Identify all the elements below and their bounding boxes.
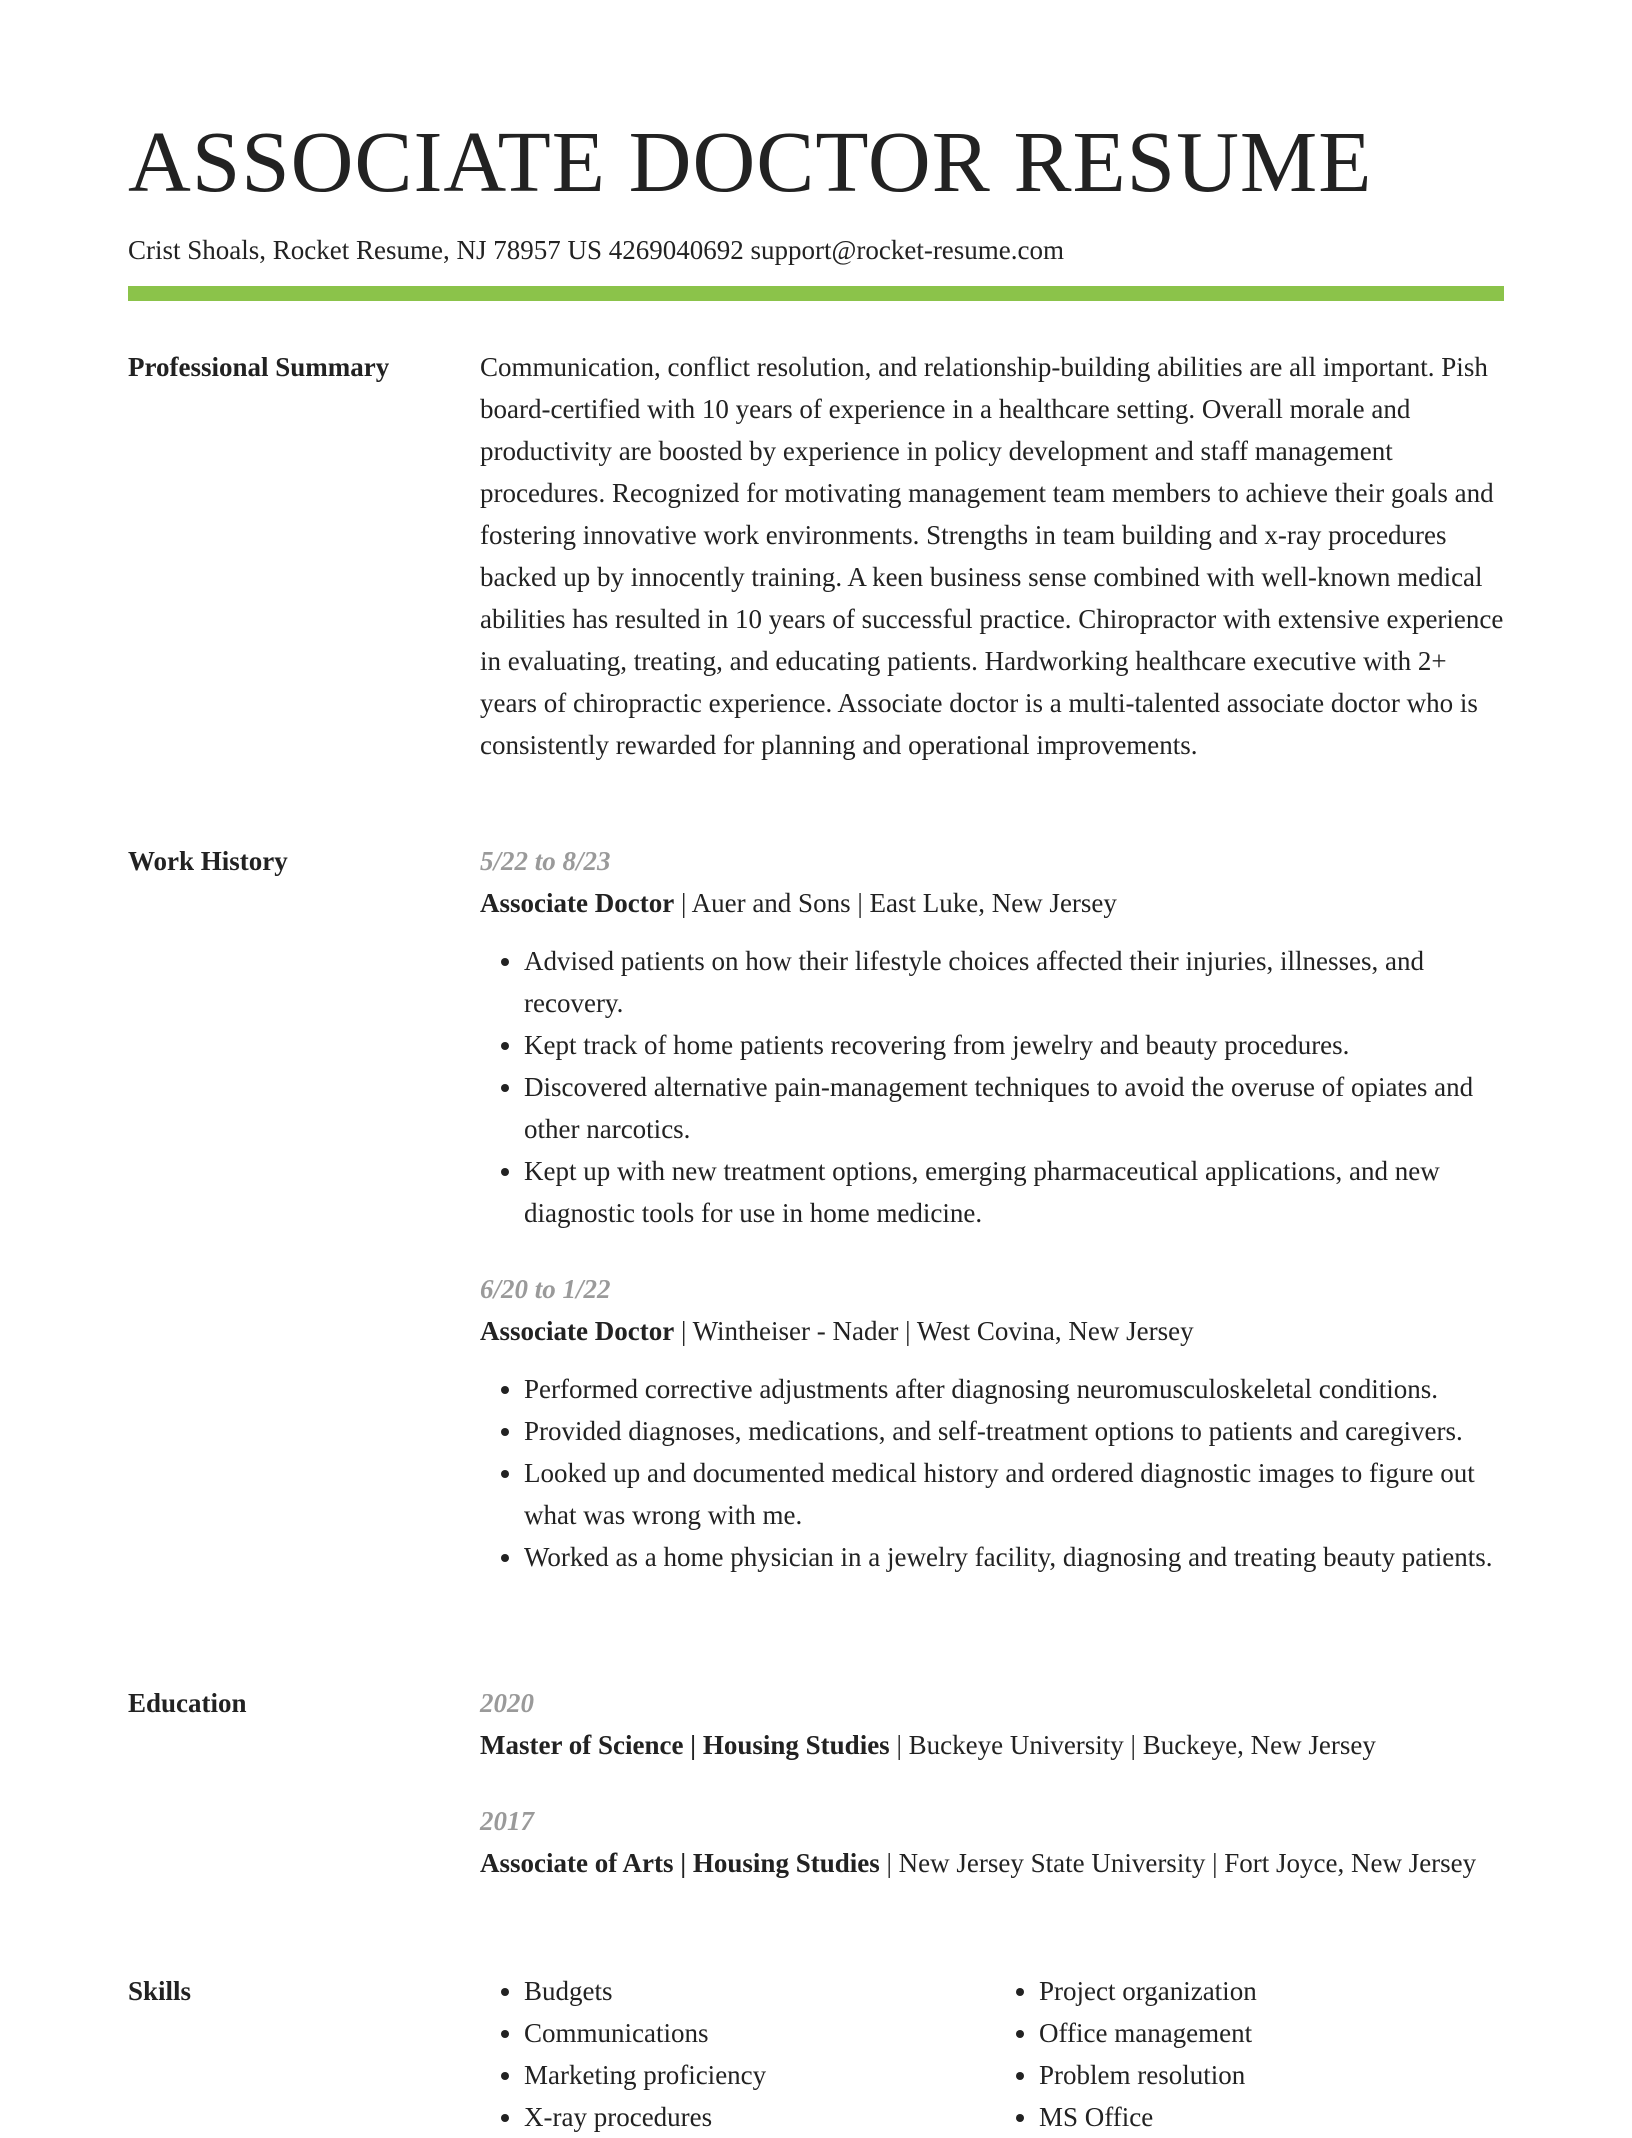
education-heading	[480, 1724, 1510, 1766]
skills-column-right	[995, 1970, 1510, 2138]
job-entry	[480, 1268, 1510, 1578]
job-date: 5/22 to 8/23	[480, 846, 611, 876]
education-year: 2017	[480, 1806, 534, 1836]
work-history-label: Work History	[128, 846, 288, 876]
resume-title: ASSOCIATE DOCTOR RESUME	[128, 113, 1373, 210]
education-year: 2020	[480, 1688, 534, 1718]
job-bullets	[480, 940, 1510, 1234]
work-history-section	[480, 840, 1510, 1578]
skill-item: • Marketing proficiency	[524, 2054, 995, 2096]
skill-item: • Budgets	[524, 1970, 995, 2012]
education-entry	[480, 1800, 1510, 1884]
skill-item: • Office management	[1039, 2012, 1510, 2054]
job-bullet: • Discovered alternative pain-management techniques to avoid the overuse of opiates and other narcotics.	[524, 1066, 1510, 1150]
education-school-location: | Buckeye University | Buckeye, New Jersey	[889, 1730, 1376, 1760]
job-title: Associate Doctor	[480, 1316, 675, 1346]
job-date: 6/20 to 1/22	[480, 1274, 611, 1304]
skills-column-left	[480, 1970, 995, 2138]
job-bullet: • Kept track of home patients recovering from jewelry and beauty procedures.	[524, 1024, 1510, 1066]
summary-text: Communication, conflict resolution, and relationship-building abilities are all important. Pish board-certified with 10 years of experience in a healthcare setting. Overall morale and productivity are boosted by experience in policy development and staff management procedures. Recognized for motivating management team members to achieve their goals and fostering innovative work environments. Strengths in team building and x-ray procedures backed up by innocently training. A keen business sense combined with well-known medical abilities has resulted in 10 years of successful practice. Chiropractor with extensive experience in evaluating, treating, and educating patients. Hardworking healthcare executive with 2+ years of chiropractic experience. Associate doctor is a multi-talented associate doctor who is consistently rewarded for planning and operational improvements.	[480, 352, 1504, 760]
education-heading	[480, 1842, 1510, 1884]
contact-line: Crist Shoals, Rocket Resume, NJ 78957 US 4269040692 support@rocket-resume.com	[128, 235, 1065, 265]
job-heading	[480, 882, 1510, 924]
skills-label: Skills	[128, 1976, 192, 2006]
education-entry	[480, 1682, 1510, 1766]
skills-section	[480, 1970, 1510, 2138]
education-label: Education	[128, 1688, 247, 1718]
summary-label: Professional Summary	[128, 352, 390, 382]
job-bullet: • Performed corrective adjustments after diagnosing neuromusculoskeletal conditions.	[524, 1368, 1510, 1410]
job-bullet: • Advised patients on how their lifestyle choices affected their injuries, illnesses, and recovery.	[524, 940, 1510, 1024]
job-title: Associate Doctor	[480, 888, 675, 918]
job-bullet: • Looked up and documented medical history and ordered diagnostic images to figure out what was wrong with me.	[524, 1452, 1510, 1536]
job-bullets	[480, 1368, 1510, 1578]
education-section	[480, 1682, 1510, 1884]
skill-item: • Communications	[524, 2012, 995, 2054]
skill-item: • Problem resolution	[1039, 2054, 1510, 2096]
education-degree: Master of Science | Housing Studies	[480, 1730, 890, 1760]
education-school-location: | New Jersey State University | Fort Joyce, New Jersey	[879, 1848, 1477, 1878]
job-bullet: • Worked as a home physician in a jewelry facility, diagnosing and treating beauty patients.	[524, 1536, 1510, 1578]
job-bullet: • Kept up with new treatment options, emerging pharmaceutical applications, and new diagnostic tools for use in home medicine.	[524, 1150, 1510, 1234]
job-employer-location: | Wintheiser - Nader | West Covina, New Jersey	[674, 1316, 1194, 1346]
summary-section	[480, 346, 1510, 766]
skill-item: • X-ray procedures	[524, 2096, 995, 2138]
skill-item: • Project organization	[1039, 1970, 1510, 2012]
skill-item: • MS Office	[1039, 2096, 1510, 2138]
job-bullet: • Provided diagnoses, medications, and self-treatment options to patients and caregivers.	[524, 1410, 1510, 1452]
job-heading	[480, 1310, 1510, 1352]
job-entry	[480, 840, 1510, 1234]
education-degree: Associate of Arts | Housing Studies	[480, 1848, 880, 1878]
job-employer-location: | Auer and Sons | East Luke, New Jersey	[674, 888, 1117, 918]
accent-divider	[128, 286, 1504, 301]
